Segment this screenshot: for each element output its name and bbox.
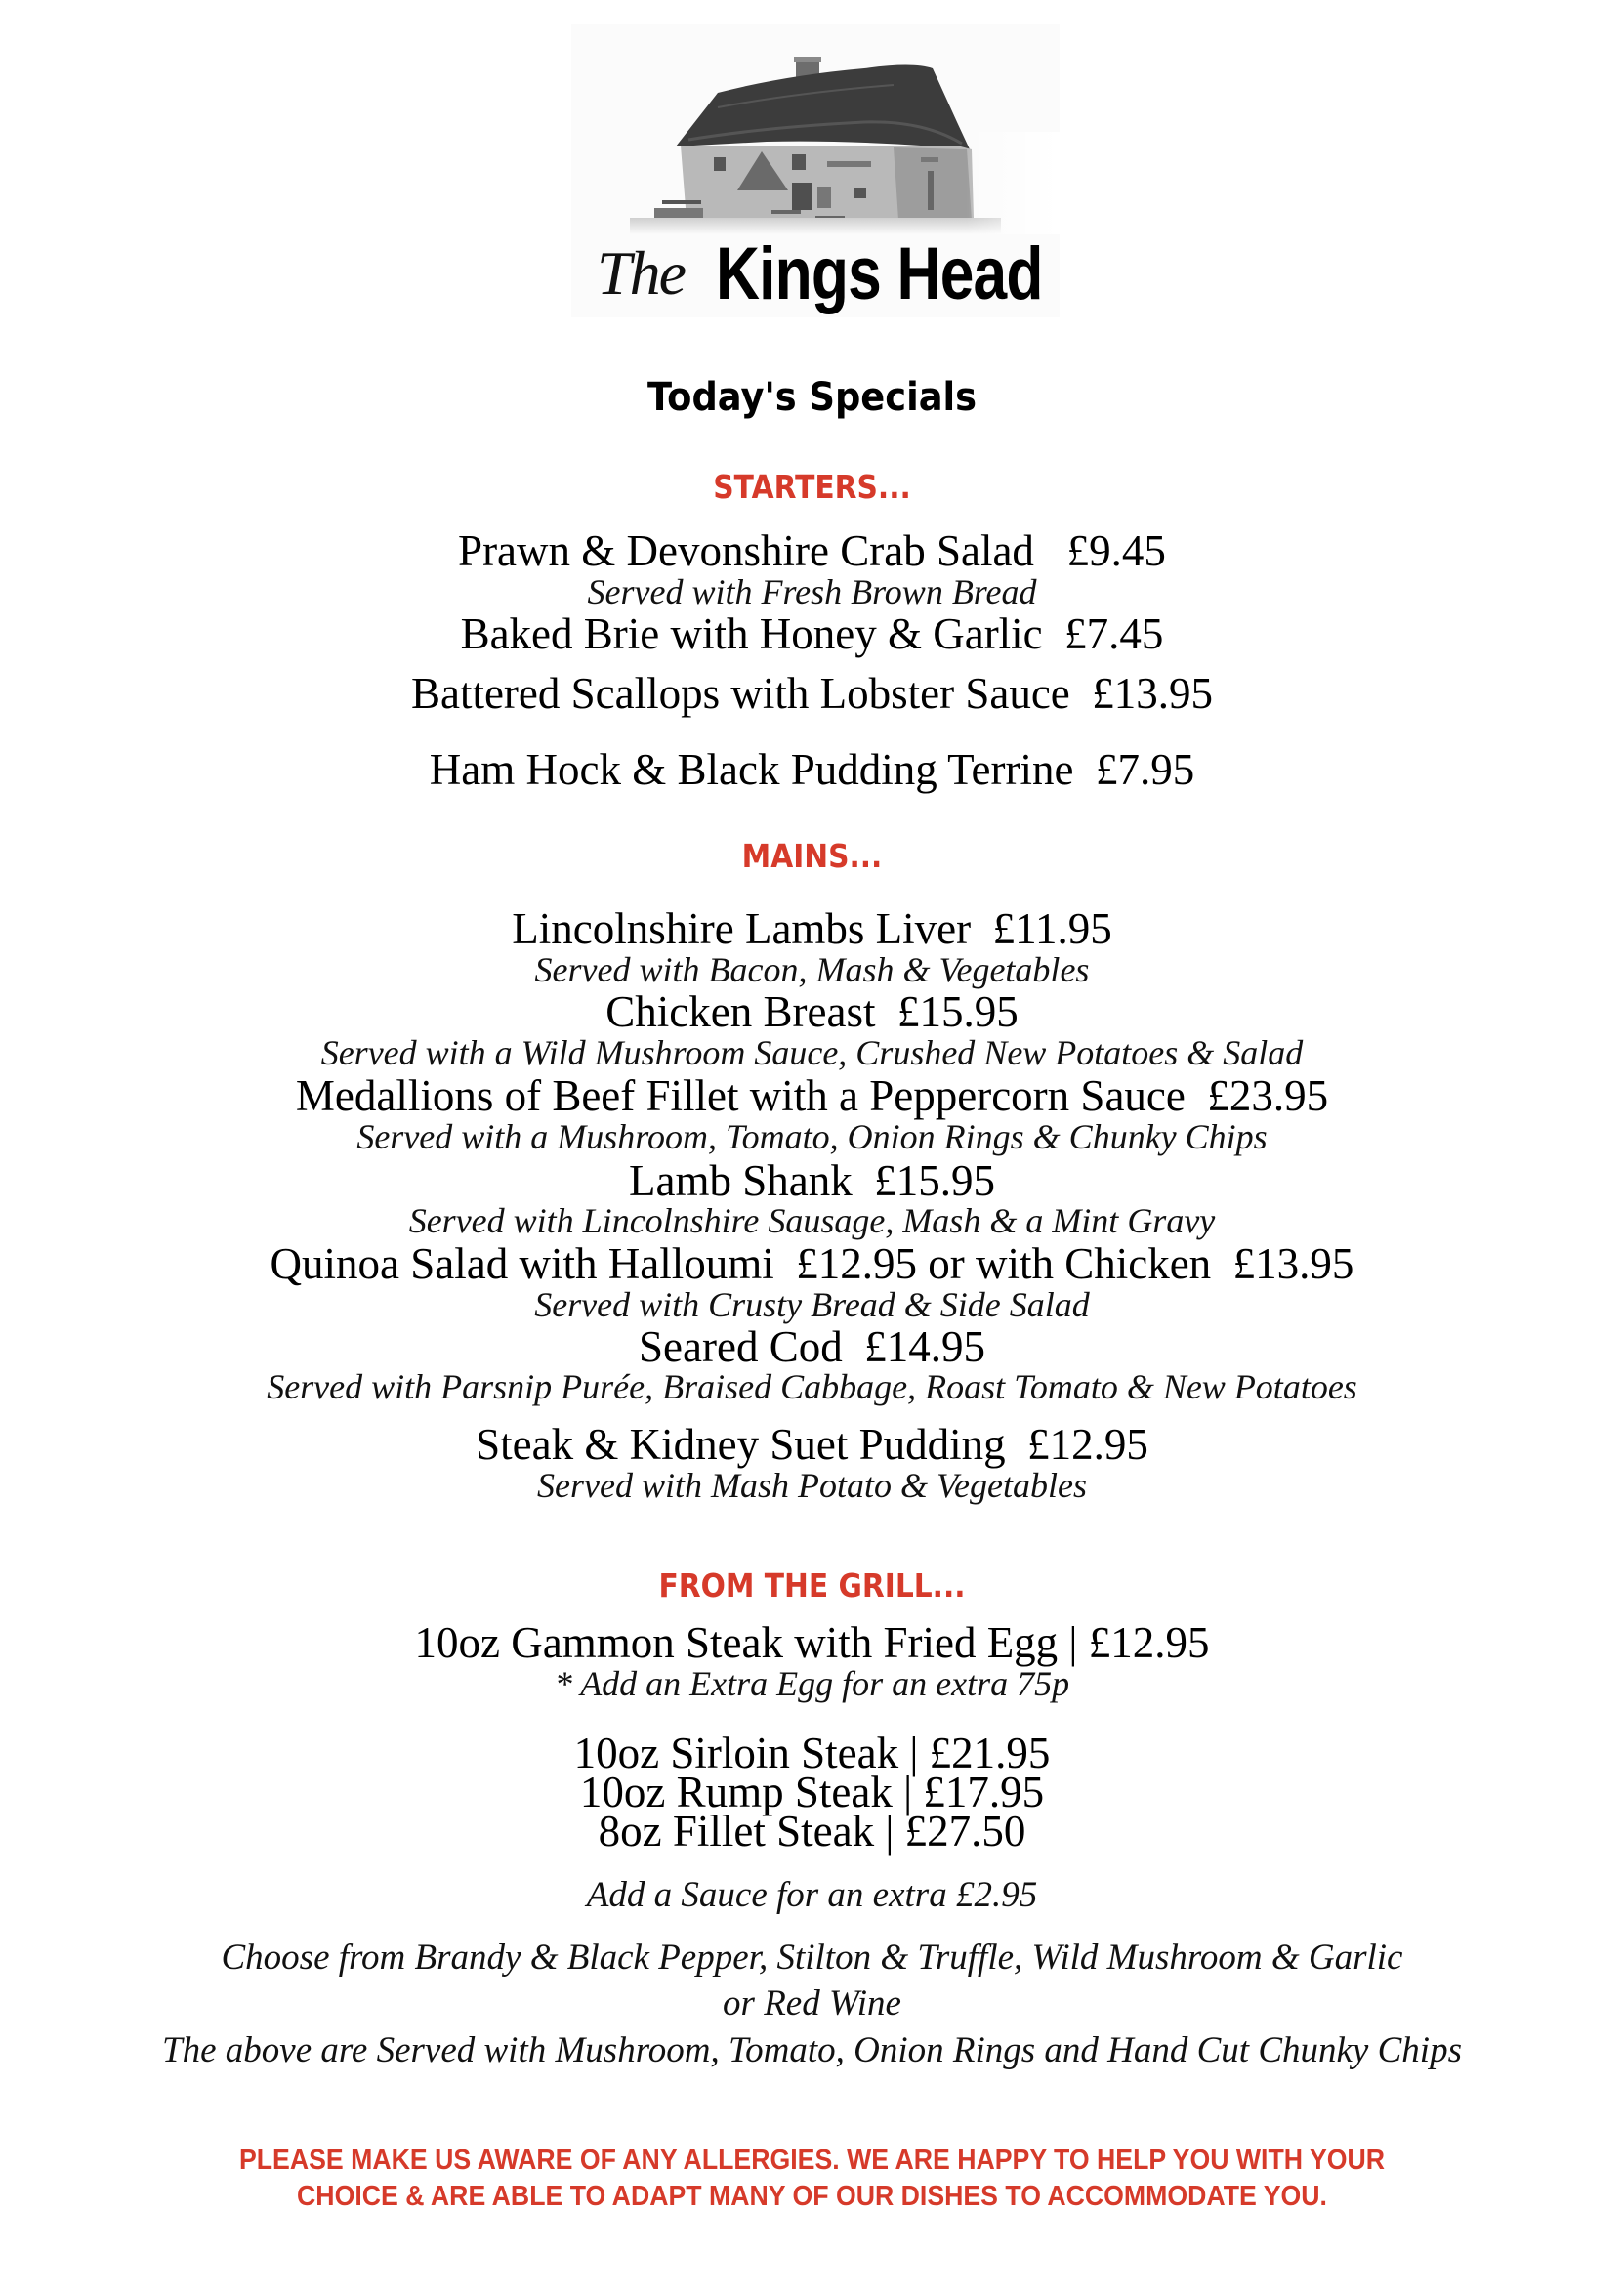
menu-item-description: Served with Fresh Brown Bread bbox=[587, 572, 1037, 611]
menu-item-description: Served with Lincolnshire Sausage, Mash & a Mint Gravy bbox=[408, 1201, 1216, 1240]
menu-item-chicken-breast: Chicken Breast £15.95 bbox=[605, 987, 1019, 1036]
menu-item-seared-cod: Seared Cod £14.95 bbox=[639, 1322, 985, 1371]
sauce-choices-line1: Choose from Brandy & Black Pepper, Stilton & Truffle, Wild Mushroom & Garlic bbox=[221, 1938, 1403, 1978]
menu-item-baked-brie: Baked Brie with Honey & Garlic £7.45 bbox=[460, 609, 1164, 658]
menu-item-gammon-steak: 10oz Gammon Steak with Fried Egg | £12.95 bbox=[414, 1618, 1210, 1667]
menu-item-description: Served with Crusty Bread & Side Salad bbox=[534, 1285, 1090, 1324]
menu-item-prawn-crab-salad: Prawn & Devonshire Crab Salad £9.45 bbox=[458, 526, 1166, 575]
allergy-notice-line1: PLEASE MAKE US AWARE OF ANY ALLERGIES. WE ARE HAPPY TO HELP YOU WITH YOUR bbox=[238, 2145, 1386, 2176]
menu-item-description: Served with Mash Potato & Vegetables bbox=[537, 1466, 1087, 1505]
logo-pub-name: Kings Head bbox=[716, 232, 1043, 315]
section-heading-mains: MAINS... bbox=[741, 837, 883, 875]
menu-item-description: Served with Bacon, Mash & Vegetables bbox=[534, 950, 1090, 989]
menu-item-quinoa-salad: Quinoa Salad with Halloumi £12.95 or with Chicken £13.95 bbox=[270, 1239, 1354, 1288]
menu-item-battered-scallops: Battered Scallops with Lobster Sauce £13.95 bbox=[410, 669, 1214, 718]
menu-item-fillet-steak: 8oz Fillet Steak | £27.50 bbox=[598, 1807, 1026, 1856]
grill-served-with: The above are Served with Mushroom, Tomato, Onion Rings and Hand Cut Chunky Chips bbox=[162, 2030, 1462, 2070]
sauce-choices-line2: or Red Wine bbox=[723, 1983, 901, 2024]
menu-item-description: Served with a Mushroom, Tomato, Onion Rings & Chunky Chips bbox=[356, 1117, 1268, 1156]
menu-item-steak-kidney-pudding: Steak & Kidney Suet Pudding £12.95 bbox=[476, 1420, 1148, 1469]
menu-item-ham-hock-terrine: Ham Hock & Black Pudding Terrine £7.95 bbox=[429, 745, 1195, 794]
menu-item-beef-medallions: Medallions of Beef Fillet with a Peppercorn Sauce £23.95 bbox=[295, 1071, 1329, 1120]
menu-item-lambs-liver: Lincolnshire Lambs Liver £11.95 bbox=[512, 904, 1112, 953]
section-heading-starters: STARTERS... bbox=[713, 468, 911, 506]
thatched-cottage-illustration-icon bbox=[571, 24, 1060, 234]
pub-logo bbox=[571, 24, 1060, 317]
sauce-note: Add a Sauce for an extra £2.95 bbox=[586, 1875, 1038, 1915]
section-heading-grill: FROM THE GRILL... bbox=[658, 1566, 966, 1605]
menu-item-rump-steak: 10oz Rump Steak | £17.95 bbox=[579, 1768, 1045, 1816]
menu-item-description: Served with a Wild Mushroom Sauce, Crushed New Potatoes & Salad bbox=[320, 1033, 1304, 1072]
menu-item-description: * Add an Extra Egg for an extra 75p bbox=[554, 1664, 1070, 1703]
menu-item-sirloin-steak: 10oz Sirloin Steak | £21.95 bbox=[573, 1729, 1051, 1777]
logo-the-script: The bbox=[597, 238, 685, 308]
menu-item-description: Served with Parsnip Purée, Braised Cabbage, Roast Tomato & New Potatoes bbox=[267, 1367, 1357, 1406]
menu-item-lamb-shank: Lamb Shank £15.95 bbox=[629, 1156, 995, 1205]
allergy-notice-line2: CHOICE & ARE ABLE TO ADAPT MANY OF OUR DISHES TO ACCOMMODATE YOU. bbox=[297, 2181, 1327, 2212]
page-title: Today's Specials bbox=[646, 375, 978, 420]
